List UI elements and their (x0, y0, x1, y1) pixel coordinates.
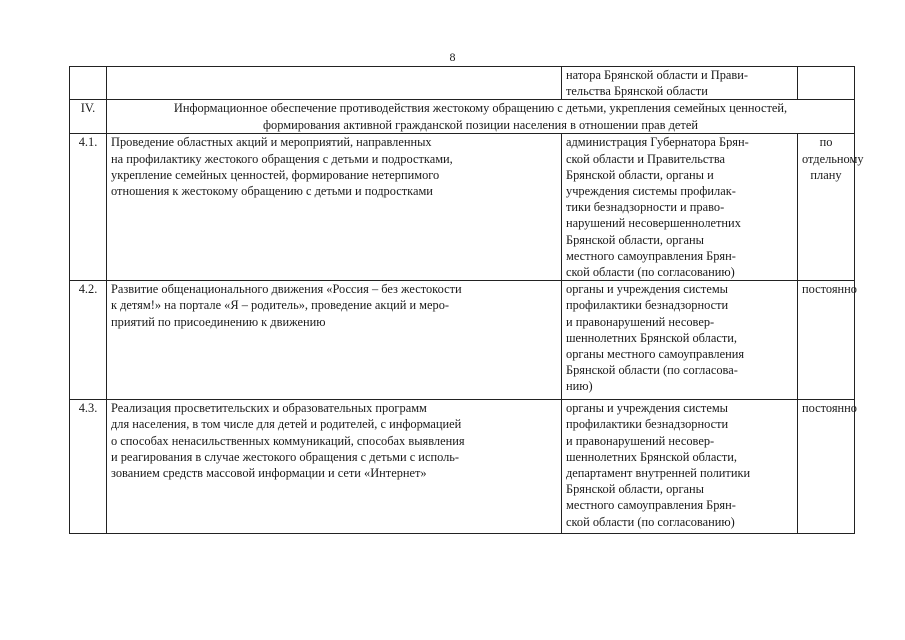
text-line: отдельному (802, 151, 864, 166)
text-line: органы и учреждения системы (566, 401, 729, 416)
text-line: и правонарушений несовер- (566, 433, 715, 448)
text-line: Развитие общенационального движения «Россия – без жестокости (111, 282, 462, 297)
continuation-row (70, 67, 855, 100)
text-line: постоянно (802, 282, 858, 297)
text-line: профилактики безнадзорности (566, 417, 729, 432)
table-row (70, 281, 855, 400)
text-line: на профилактику жестокого обращения с детьми и подростками, (111, 151, 453, 166)
text-line: администрация Губернатора Брян- (566, 135, 749, 150)
text-line: ской области и Правительства (566, 151, 726, 166)
text-line: ской области (по согласованию) (566, 514, 735, 529)
text-line: постоянно (802, 401, 858, 416)
table-row (70, 400, 855, 534)
deadline-cell (798, 400, 858, 534)
text-line: шеннолетних Брянской области, (566, 330, 737, 345)
activity-cell (107, 400, 562, 534)
responsible-cell (562, 400, 798, 534)
text-line: органы местного самоуправления (566, 347, 745, 362)
text-line: приятий по присоединению к движению (111, 314, 326, 329)
text-line: нарушений несовершеннолетних (566, 216, 741, 231)
text-line: Брянской области (по согласова- (566, 363, 738, 378)
page-number: 8 (449, 50, 456, 64)
section-title (107, 100, 855, 134)
text-line: отношения к жестокому обращению с детьми и подростками (111, 184, 433, 199)
text-line: местного самоуправления Брян- (566, 248, 736, 263)
text-line: Проведение областных акций и мероприятий, направленных (111, 135, 432, 150)
text-line: по (819, 135, 833, 150)
text-line: Брянской области, органы и (566, 167, 714, 182)
text-line: профилактики безнадзорности (566, 298, 729, 313)
text-line: департамент внутренней политики (566, 466, 751, 481)
deadline-cell (798, 134, 864, 281)
action-plan-table (69, 66, 864, 534)
text-line: зованием средств массовой информации и сети «Интернет» (111, 466, 427, 481)
text-line: ской области (по согласованию) (566, 265, 735, 280)
text-line: к детям!» на портале «Я – родитель», проведение акций и меро- (111, 298, 450, 313)
text-line: о способах ненасильственных коммуникаций, способах выявления (111, 433, 465, 448)
text-line: нию) (566, 379, 593, 394)
text-line: Брянской области, органы (566, 482, 704, 497)
row-number: 4.3. (70, 400, 107, 534)
text-line: Реализация просветительских и образовательных программ (111, 401, 427, 416)
table-row (70, 134, 855, 281)
responsible-cell (562, 67, 798, 100)
text-line: шеннолетних Брянской области, (566, 449, 737, 464)
text-line: Информационное обеспечение противодействия жестокому обращению с детьми, укрепления семейных ценностей, (173, 101, 788, 116)
activity-cell (107, 281, 562, 400)
text-line: и реагирования в случае жестокого обращения с детьми с исполь- (111, 449, 460, 464)
text-line: органы и учреждения системы (566, 282, 729, 297)
row-number: 4.2. (70, 281, 107, 400)
responsible-cell (562, 281, 798, 400)
text-line: натора Брянской области и Прави- (566, 68, 748, 82)
activity-cell (107, 134, 562, 281)
deadline-cell (798, 281, 858, 400)
text-line: плану (810, 167, 842, 182)
deadline-cell (798, 67, 855, 100)
text-line: местного самоуправления Брян- (566, 498, 736, 513)
activity-cell (107, 67, 562, 100)
number-cell (70, 67, 107, 100)
text-line: Брянской области, органы (566, 232, 704, 247)
text-line: укрепление семейных ценностей, формирование нетерпимого (111, 167, 440, 182)
text-line: тельства Брянской области (566, 84, 708, 99)
responsible-cell (562, 134, 798, 281)
text-line: формирования активной гражданской позиции населения в отношении прав детей (263, 117, 698, 132)
text-line: учреждения системы профилак- (566, 184, 736, 199)
row-number: 4.1. (70, 134, 107, 281)
text-line: и правонарушений несовер- (566, 314, 715, 329)
section-number: IV. (70, 100, 107, 134)
text-line: для населения, в том числе для детей и родителей, с информацией (111, 417, 462, 432)
text-line: тики безнадзорности и право- (566, 200, 725, 215)
section-header-row (70, 100, 855, 134)
